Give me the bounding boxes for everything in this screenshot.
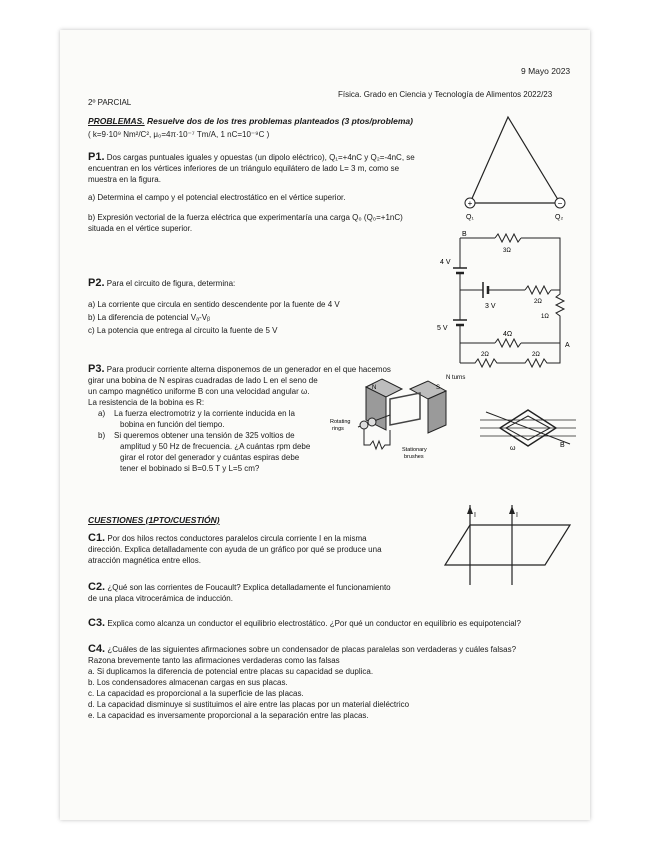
c2-text-1: ¿Qué son las corrientes de Foucault? Explica detalladamente el funcionamiento	[105, 583, 391, 592]
p3-part-b-2: amplitud y 50 Hz de frecuencia. ¿A cuántas rpm debe	[120, 442, 311, 451]
omega-label: ω	[510, 445, 516, 452]
rings-label: rings	[332, 426, 344, 432]
c4-number: C4.	[88, 643, 106, 655]
c4-item-b: b. Los condensadores almacenan cargas en sus placas.	[88, 678, 288, 687]
p3-b-label: b)	[98, 431, 106, 440]
p3-part-b-3: girar el rotor del generador y cuántas espiras debe	[120, 453, 300, 462]
rotating-label: Rotating	[330, 419, 351, 425]
brushes-label: brushes	[404, 454, 424, 460]
c4-text-1: ¿Cuáles de las siguientes afirmaciones sobre un condensador de placas paralelas son verdaderas y cuáles falsas?	[105, 645, 517, 654]
p2-item-c: c) La potencia que entrega al circuito la fuente de 5 V	[88, 326, 278, 335]
stationary-label: Stationary	[402, 447, 427, 453]
p2-item-b: b) La diferencia de potencial Vₐ-Vᵦ	[88, 313, 211, 322]
p1-part-a: a) Determina el campo y el potencial electrostático en el vértice superior.	[88, 193, 346, 202]
p3-number: P3.	[88, 363, 105, 375]
wire	[521, 328, 560, 343]
physical-constants: ( k=9·10⁹ Nm²/C², μ₀=4π·10⁻⁷ Tm/A, 1 nC=10⁻⁹C )	[88, 130, 270, 139]
p3-line-1	[88, 364, 391, 375]
c2-number: C2.	[88, 581, 106, 593]
p3-part-a-1	[88, 408, 391, 419]
resistor-1-ohm	[556, 288, 564, 328]
parallel-wires-figure	[440, 500, 575, 590]
node-a-label: A	[565, 342, 570, 349]
p3-a-text-1: La fuerza electromotriz y la corriente inducida en la	[114, 409, 295, 418]
p3-b-text-1: Si queremos obtener una tensión de 325 voltios de	[114, 431, 295, 440]
node-b-label: B	[462, 231, 467, 238]
resistor-2-ohm-middle	[525, 286, 551, 294]
magnet-s-pole	[428, 391, 446, 433]
label-5v: 5 V	[437, 325, 448, 332]
label-2-ohm-middle: 2Ω	[534, 299, 542, 305]
p1-line-1	[88, 152, 415, 163]
q1-label: Q₁	[466, 214, 474, 221]
course-name: Física. Grado en Ciencia y Tecnología de Alimentos 2022/23	[338, 90, 553, 99]
problem-1	[88, 152, 415, 234]
p3-text-1: Para producir corriente alterna disponemos de un generador en el que hacemos	[104, 365, 391, 374]
p1-text-1: Dos cargas puntuales iguales y opuestas (un dipolo eléctrico), Q₁=+4nC y Q₂=-4nC, se	[104, 153, 415, 162]
p3-a-label: a)	[98, 409, 106, 418]
label-1-ohm: 1Ω	[541, 314, 549, 320]
minus-sign: −	[557, 199, 563, 208]
coil-field-figure	[478, 398, 578, 458]
label-2-ohm-left: 2Ω	[481, 352, 489, 358]
current-label-2: I	[516, 512, 518, 519]
p1-number: P1.	[88, 151, 105, 163]
p1-line-3: muestra en la figura.	[88, 175, 161, 184]
exam-title: 2º PARCIAL	[88, 98, 132, 107]
p1-line-2: encuentran en los vértices inferiores de un triángulo equilátero de lado L= 3 m, como se	[88, 164, 400, 173]
generator-figure	[330, 375, 468, 465]
rotating-coil	[390, 393, 420, 425]
slip-ring-2	[368, 418, 376, 426]
label-2-ohm-right: 2Ω	[532, 352, 540, 358]
problems-label: PROBLEMAS.	[88, 116, 145, 126]
exam-date: 9 Mayo 2023	[521, 66, 571, 76]
c1-line-1	[88, 533, 382, 544]
question-2	[88, 582, 391, 604]
p3-line-2: girar una bobina de N espiras cuadradas de lado L en el seno de	[88, 376, 318, 385]
question-3	[88, 618, 521, 629]
c2-line-1	[88, 582, 391, 593]
p2-intro: Para el circuito de figura, determina:	[104, 279, 236, 288]
p3-line-3: un campo magnético uniforme B con una velocidad angular ω.	[88, 387, 310, 396]
c4-line-2: Razona brevemente tanto las afirmaciones verdaderas como las falsas	[88, 656, 340, 665]
plus-sign: +	[467, 199, 473, 208]
label-4-ohm: 4Ω	[503, 331, 513, 338]
question-1	[88, 533, 382, 566]
problem-2	[88, 278, 340, 336]
b-field-label: B	[560, 442, 565, 449]
exam-sheet	[60, 30, 590, 820]
c3-line-1	[88, 618, 521, 629]
c4-item-d: d. La capacidad disminuye si sustituimos el aire entre las placas por un material dieléctrico	[88, 700, 410, 709]
p1-part-b-2: situada en el vértice superior.	[88, 224, 193, 233]
external-load	[364, 429, 390, 449]
current-arrow-2	[509, 506, 515, 514]
p1-part-b-1: b) Expresión vectorial de la fuerza eléctrica que experimentaría una carga Q₀ (Q₀=+1nC)	[88, 213, 403, 222]
circuit-figure	[435, 228, 585, 368]
resistor-4-ohm	[495, 339, 521, 347]
label-3-ohm: 3Ω	[503, 248, 511, 254]
n-turns-label: N turns	[446, 375, 466, 381]
c4-line-1	[88, 644, 516, 655]
p2-number: P2.	[88, 277, 105, 289]
q2-label: Q₂	[555, 214, 564, 221]
dipole-triangle-figure	[460, 115, 580, 225]
p3-part-a-2: bobina en función del tiempo.	[120, 420, 225, 429]
c2-line-2: de una placa vitrocerámica de inducción.	[88, 594, 233, 603]
p3-line-4: La resistencia de la bobina es R:	[88, 398, 205, 407]
current-label-1: I	[474, 512, 476, 519]
wire	[521, 238, 560, 288]
c1-number: C1.	[88, 532, 106, 544]
equilateral-triangle	[470, 117, 560, 203]
c4-item-e: e. La capacidad es inversamente proporcional a la separación entre las placas.	[88, 711, 369, 720]
questions-heading: CUESTIONES (1PTO/CUESTIÓN)	[88, 515, 220, 525]
p3-part-b-1	[88, 430, 391, 441]
resistor-3-ohm	[495, 234, 521, 242]
c1-line-3: atracción magnética entre ellos.	[88, 556, 201, 565]
p2-line-intro	[88, 278, 340, 289]
c4-item-c: c. La capacidad es proporcional a la superficie de las placas.	[88, 689, 304, 698]
c1-line-2: dirección. Explica detalladamente con ayuda de un gráfico por qué se produce una	[88, 545, 382, 554]
c1-text-1: Por dos hilos rectos conductores paralelos circula corriente I en la misma	[105, 534, 367, 543]
c3-number: C3.	[88, 617, 106, 629]
c3-text: Explica como alcanza un conductor el equilibrio electrostático. ¿Por qué un conductor en equilibrio es equipotencial?	[105, 619, 521, 628]
slip-ring-1	[360, 421, 368, 429]
n-pole-label: N	[372, 385, 377, 391]
reference-plane	[445, 525, 570, 565]
p2-item-a: a) La corriente que circula en sentido descendente por la fuente de 4 V	[88, 300, 340, 309]
s-pole-label: S	[436, 385, 441, 391]
current-arrow-1	[467, 506, 473, 514]
c4-item-a: a. Si duplicamos la diferencia de potencial entre placas su capacidad se duplica.	[88, 667, 374, 676]
problems-instructions: Resuelve dos de los tres problemas planteados (3 ptos/problema)	[144, 116, 413, 126]
p3-part-b-4: tener el bobinado si B=0.5 T y L=5 cm?	[120, 464, 260, 473]
question-4	[88, 644, 516, 721]
label-4v: 4 V	[440, 259, 451, 266]
problems-heading	[88, 116, 413, 127]
label-3v: 3 V	[485, 303, 496, 310]
